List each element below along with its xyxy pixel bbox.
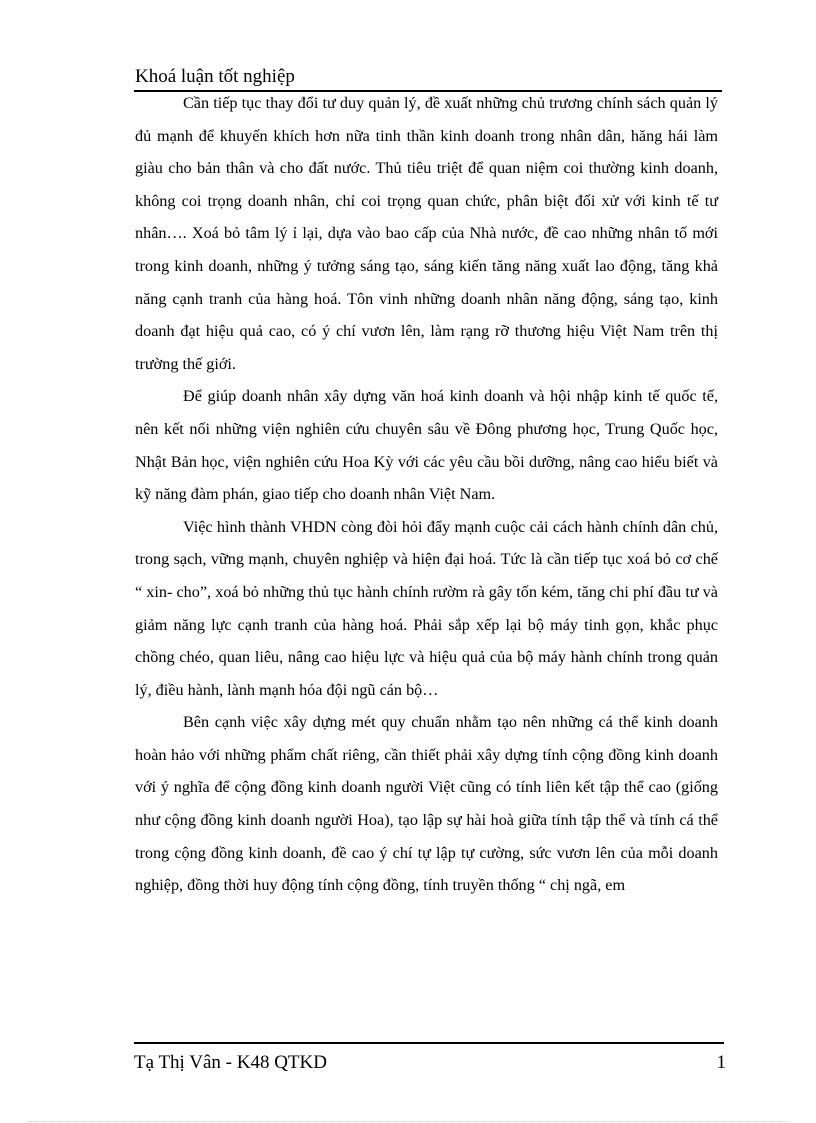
paragraph: Cần tiếp tục thay đổi tư duy quản lý, đề xuất những chủ trương chính sách quản lý đủ mạnh để khuyến khích hơn nữa tinh thần kinh doanh trong nhân dân, hăng hái làm giàu cho bản thân và cho đất nước. Thủ tiêu triệt để quan niệm coi thường kinh doanh, không coi trọng doanh nhân, chỉ coi trọng quan chức, phân biệt đối xử với kinh tế tư nhân…. Xoá bỏ tâm lý ỉ lại, dựa vào bao cấp của Nhà nước, đề cao những nhân tố mới trong kinh doanh, những ý tưởng sáng tạo, sáng kiến tăng năng xuất lao động, tăng khả năng cạnh tranh của hàng hoá. Tôn vinh những doanh nhân năng động, sáng tạo, kinh doanh đạt hiệu quả cao, có ý chí vươn lên, làm rạng rỡ thương hiệu Việt Nam trên thị trường thế giới. bbox=[135, 94, 718, 373]
page-footer bbox=[134, 1042, 726, 1082]
body-text bbox=[135, 87, 718, 902]
page-number: 1 bbox=[716, 1052, 726, 1073]
paragraph: Để giúp doanh nhân xây dựng văn hoá kinh doanh và hội nhập kinh tế quốc tế, nên kết nối những viện nghiên cứu chuyên sâu về Đông phương học, Trung Quốc học, Nhật Bản học, viện nghiên cứu Hoa Kỳ với các yêu cầu bồi dưỡng, nâng cao hiểu biết và kỹ năng đàm phán, giao tiếp cho doanh nhân Việt Nam. bbox=[135, 387, 718, 504]
page-edge-divider bbox=[28, 1121, 788, 1122]
paragraph: Việc hình thành VHDN còng đòi hỏi đẩy mạnh cuộc cải cách hành chính dân chủ, trong sạch, vững mạnh, chuyên nghiệp và hiện đại hoá. Tức là cần tiếp tục xoá bỏ cơ chế “ xin- cho”, xoá bỏ những thủ tục hành chính rườm rà gây tốn kém, tăng chi phí đầu tư và giảm năng lực cạnh tranh của hàng hoá. Phải sắp xếp lại bộ máy tinh gọn, khắc phục chồng chéo, quan liêu, nâng cao hiệu lực và hiệu quả của bộ máy hành chính trong quản lý, điều hành, lành mạnh hóa đội ngũ cán bộ… bbox=[135, 517, 718, 699]
footer-author: Tạ Thị Vân - K48 QTKD bbox=[134, 1052, 327, 1073]
paragraph: Bên cạnh việc xây dựng mét quy chuẩn nhằm tạo nên những cá thể kinh doanh hoàn hảo với những phẩm chất riêng, cần thiết phải xây dựng tính cộng đồng kinh doanh với ý nghĩa để cộng đồng kinh doanh người Việt cũng có tính liên kết tập thể cao (giống như cộng đồng kinh doanh người Hoa), tạo lập sự hài hoà giữa tính tập thể và tính cá thể trong cộng đồng kinh doanh, đề cao ý chí tự lập tự cường, sức vươn lên của mỗi doanh nghiệp, đồng thời huy động tính cộng đồng, tính truyền thống “ chị ngã, em bbox=[135, 713, 718, 895]
header-title: Khoá luận tốt nghiệp bbox=[135, 66, 295, 87]
footer-rule bbox=[134, 1042, 724, 1044]
